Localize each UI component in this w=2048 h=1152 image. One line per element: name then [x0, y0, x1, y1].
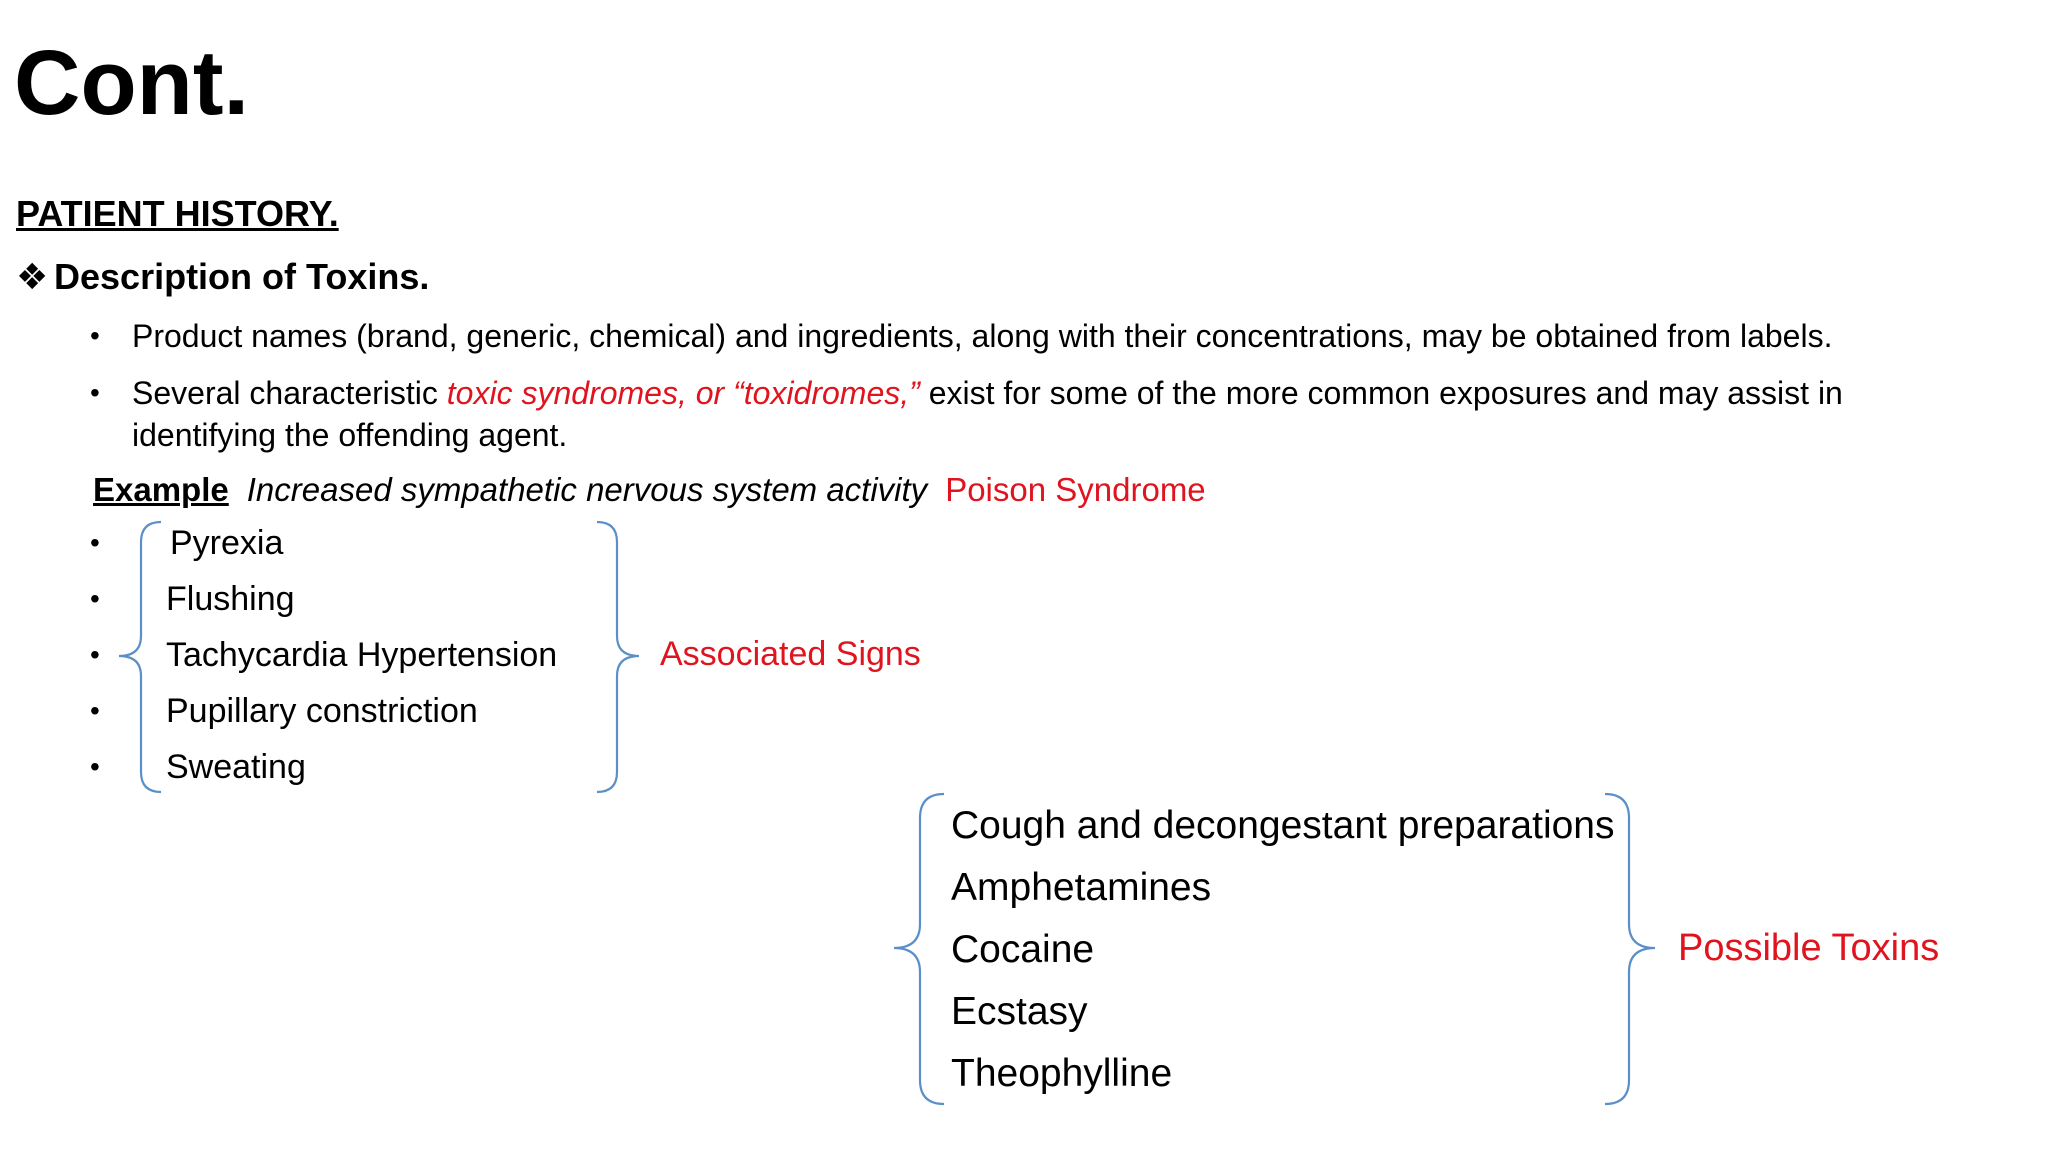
slide-title: Cont.: [14, 32, 250, 134]
bullet-dot-icon: •: [90, 583, 100, 614]
bullet-text-part: exist for some of the more common exposures and may assist in: [919, 375, 1843, 411]
bullet-dot-icon: •: [90, 639, 100, 670]
bullet-text: identifying the offending agent.: [132, 417, 568, 453]
bullet-dot-icon: •: [90, 320, 100, 351]
list-item: Theophylline: [951, 1052, 1173, 1095]
list-item: Amphetamines: [951, 866, 1212, 909]
poison-syndrome-label: Poison Syndrome: [945, 471, 1206, 508]
four-diamond-star-icon: ❖: [16, 256, 49, 297]
associated-signs-label: Associated Signs: [660, 635, 921, 673]
list-item: Cocaine: [951, 928, 1095, 971]
bullet-dot-icon: •: [90, 527, 100, 558]
example-label: Example: [93, 471, 229, 508]
bullet-dot-icon: •: [90, 751, 100, 782]
list-item: Pyrexia: [170, 524, 284, 562]
possible-toxins-label: Possible Toxins: [1678, 927, 1940, 969]
list-item: Sweating: [166, 748, 306, 786]
subheading-text: Description of Toxins.: [54, 256, 430, 297]
list-item: Pupillary constriction: [166, 692, 478, 730]
toxidromes-highlight: toxic syndromes, or “toxidromes,”: [446, 375, 920, 411]
bullet-dot-icon: •: [90, 377, 100, 408]
list-item: Flushing: [166, 580, 295, 618]
list-item: Tachycardia Hypertension: [166, 636, 558, 674]
example-text: Increased sympathetic nervous system activity: [246, 471, 928, 508]
bullet-dot-icon: •: [90, 695, 100, 726]
list-item: Cough and decongestant preparations: [951, 804, 1615, 847]
bullet-text-part: Several characteristic: [132, 375, 447, 411]
bullet-text: Product names (brand, generic, chemical) and ingredients, along with their concentrations, may be obtained from labels.: [132, 318, 1833, 354]
list-item: Ecstasy: [951, 990, 1088, 1033]
section-heading: PATIENT HISTORY.: [16, 193, 339, 234]
